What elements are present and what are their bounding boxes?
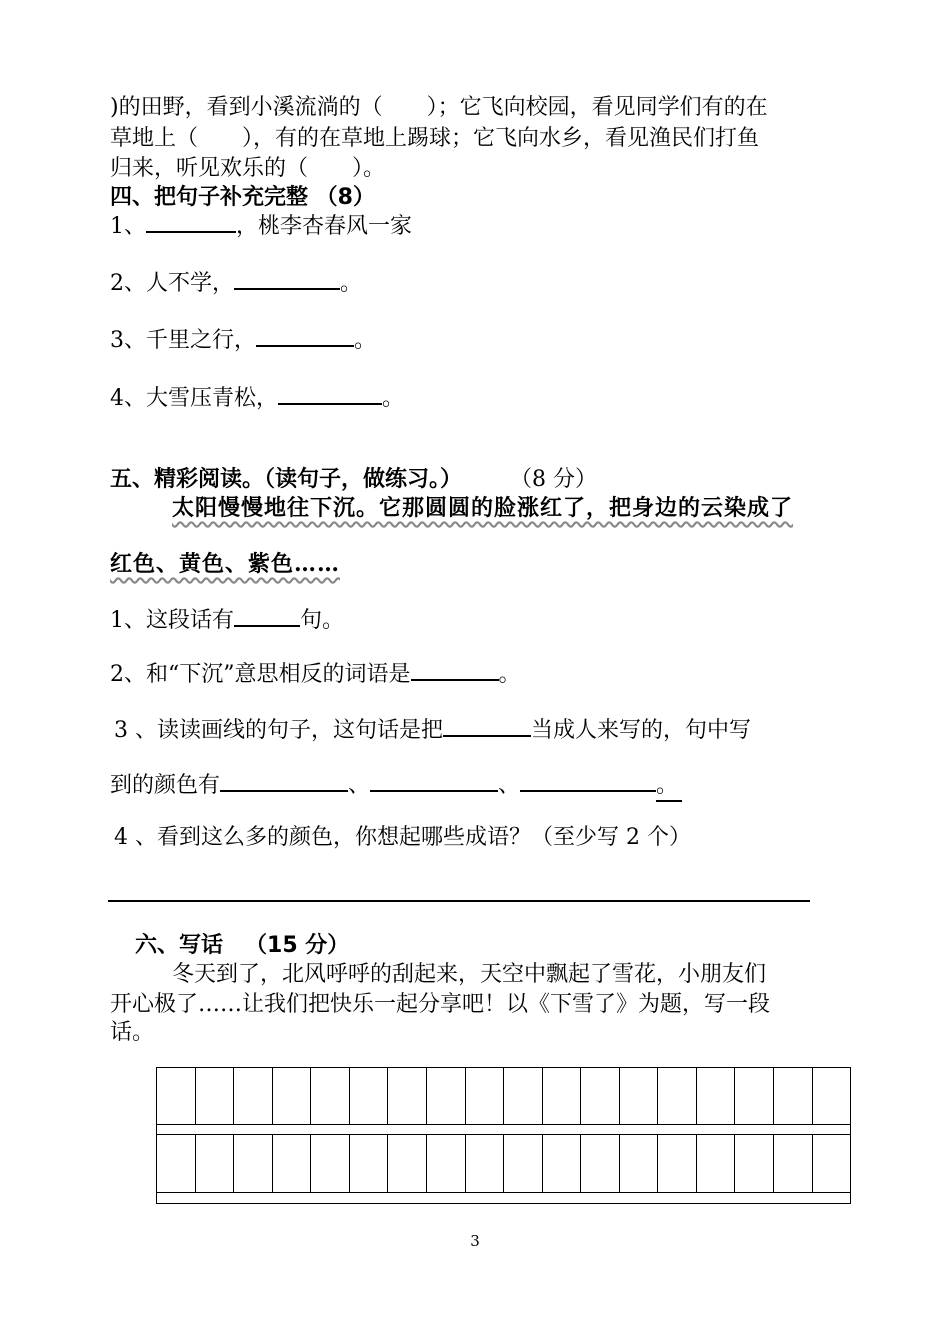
fill-blank[interactable]: [220, 770, 348, 792]
grid-cell[interactable]: [350, 1135, 389, 1192]
grid-cell[interactable]: [427, 1135, 466, 1192]
question-text: 看到这么多的颜色，你想起哪些成语？（至少写 2 个）: [157, 825, 691, 850]
page-number: 3: [470, 1232, 480, 1250]
grid-cell[interactable]: [658, 1068, 697, 1124]
grid-cell[interactable]: [311, 1068, 350, 1124]
fill-blank[interactable]: [411, 659, 499, 681]
intro-line-1: )的田野，看到小溪流淌的（ ）；它飞向校园，看见同学们有的在: [110, 95, 768, 120]
section-6-score: （15 分）: [245, 933, 350, 958]
item-text-before: 大雪压青松，: [146, 386, 279, 411]
grid-cell[interactable]: [388, 1135, 427, 1192]
grid-cell[interactable]: [350, 1068, 389, 1124]
grid-cell[interactable]: [273, 1135, 312, 1192]
grid-cell[interactable]: [658, 1135, 697, 1192]
question-text: 这段话有: [146, 608, 235, 633]
question-number: 4 、: [114, 825, 157, 850]
s5-question-2: [110, 659, 521, 689]
section-5-title: 五、精彩阅读。（读句子，做练习。）: [110, 467, 463, 492]
question-number: 2、: [110, 662, 146, 687]
grid-cell[interactable]: [581, 1135, 620, 1192]
grid-cell[interactable]: [157, 1135, 196, 1192]
grid-cell[interactable]: [273, 1068, 312, 1124]
grid-cell[interactable]: [620, 1135, 659, 1192]
item-number: 3、: [110, 328, 146, 353]
grid-cell[interactable]: [504, 1135, 543, 1192]
item-text-after: 。: [340, 271, 363, 296]
question-text: 读读画线的句子，这句话是把: [157, 718, 444, 743]
grid-cell[interactable]: [466, 1068, 505, 1124]
question-text: 和“下沉”意思相反的词语是: [146, 662, 411, 687]
intro-line-3: 归来，听见欢乐的（ ）。: [110, 156, 386, 181]
fill-blank[interactable]: [146, 211, 236, 233]
fill-blank[interactable]: [234, 605, 300, 627]
grid-cell[interactable]: [813, 1068, 851, 1124]
fill-blank[interactable]: [234, 268, 340, 290]
item-text-after: 。: [382, 386, 405, 411]
grid-cell[interactable]: [774, 1068, 813, 1124]
separator: 、: [348, 773, 371, 798]
question-text: 当成人来写的，句中写: [531, 718, 752, 743]
section-4-title: 四、把句子补充完整 （8）: [110, 185, 375, 210]
grid-cell[interactable]: [774, 1135, 813, 1192]
item-text-after: ，桃李杏春风一家: [236, 214, 413, 239]
intro-line-2: 草地上（ ），有的在草地上踢球；它飞向水乡，看见渔民们打鱼: [110, 126, 760, 151]
grid-row-gap: [156, 1192, 851, 1204]
question-number: 3 、: [114, 718, 157, 743]
grid-cell[interactable]: [196, 1135, 235, 1192]
grid-cell[interactable]: [234, 1068, 273, 1124]
question-text: 句。: [300, 608, 345, 633]
grid-cell[interactable]: [157, 1068, 196, 1124]
underlined-sentence: 太阳慢慢地往下沉。它那圆圆的脸涨红了，把身边的云染成了: [172, 495, 794, 521]
question-text: 。: [498, 662, 521, 687]
grid-cell[interactable]: [543, 1068, 582, 1124]
grid-row-2: [156, 1134, 851, 1193]
s5-question-4: [114, 824, 691, 852]
answer-line[interactable]: [108, 900, 810, 902]
grid-cell[interactable]: [620, 1068, 659, 1124]
grid-cell[interactable]: [196, 1068, 235, 1124]
grid-cell[interactable]: [504, 1068, 543, 1124]
s4-item-3: [110, 325, 376, 355]
separator: 、: [498, 773, 521, 798]
grid-row-1: [156, 1067, 851, 1125]
grid-cell[interactable]: [311, 1135, 350, 1192]
item-text-before: 人不学，: [146, 271, 235, 296]
question-text: 到的颜色有: [110, 773, 221, 798]
section-6-title: 六、写话: [135, 933, 224, 958]
underlined-sentence: 红色、黄色、紫色……: [110, 551, 341, 577]
grid-cell[interactable]: [735, 1068, 774, 1124]
passage-line-1: [172, 494, 793, 522]
grid-cell[interactable]: [735, 1135, 774, 1192]
section-5-header: [110, 466, 597, 494]
s4-item-4: [110, 383, 404, 413]
grid-cell[interactable]: [466, 1135, 505, 1192]
item-number: 1、: [110, 214, 146, 239]
item-text-before: 千里之行，: [146, 328, 257, 353]
question-number: 1、: [110, 608, 146, 633]
writing-grid: [156, 1067, 851, 1208]
fill-blank[interactable]: [370, 770, 498, 792]
grid-cell[interactable]: [543, 1135, 582, 1192]
grid-cell[interactable]: [234, 1135, 273, 1192]
section-5-score: （8 分）: [510, 467, 598, 492]
fill-blank[interactable]: [443, 715, 531, 737]
s4-item-1: [110, 211, 412, 241]
prompt-line-2: 开心极了……让我们把快乐一起分享吧！以《下雪了》为题，写一段: [110, 992, 771, 1017]
s4-item-2: [110, 268, 362, 298]
s5-question-3: [114, 715, 751, 745]
question-text: 。: [656, 772, 682, 802]
grid-cell[interactable]: [388, 1068, 427, 1124]
fill-blank[interactable]: [520, 770, 656, 792]
grid-cell[interactable]: [697, 1135, 736, 1192]
grid-cell[interactable]: [581, 1068, 620, 1124]
prompt-line-3: 话。: [110, 1020, 155, 1045]
prompt-line-1: 冬天到了，北风呼呼的刮起来，天空中飘起了雪花，小朋友们: [172, 962, 767, 987]
item-number: 4、: [110, 386, 146, 411]
grid-cell[interactable]: [427, 1068, 466, 1124]
item-number: 2、: [110, 271, 146, 296]
grid-cell[interactable]: [813, 1135, 851, 1192]
item-text-after: 。: [354, 328, 377, 353]
passage-line-2: [110, 550, 340, 578]
fill-blank[interactable]: [278, 383, 382, 405]
grid-cell[interactable]: [697, 1068, 736, 1124]
s5-question-1: [110, 605, 344, 635]
fill-blank[interactable]: [256, 325, 354, 347]
section-6-header: [135, 932, 349, 960]
s5-question-3-cont: [110, 770, 682, 802]
